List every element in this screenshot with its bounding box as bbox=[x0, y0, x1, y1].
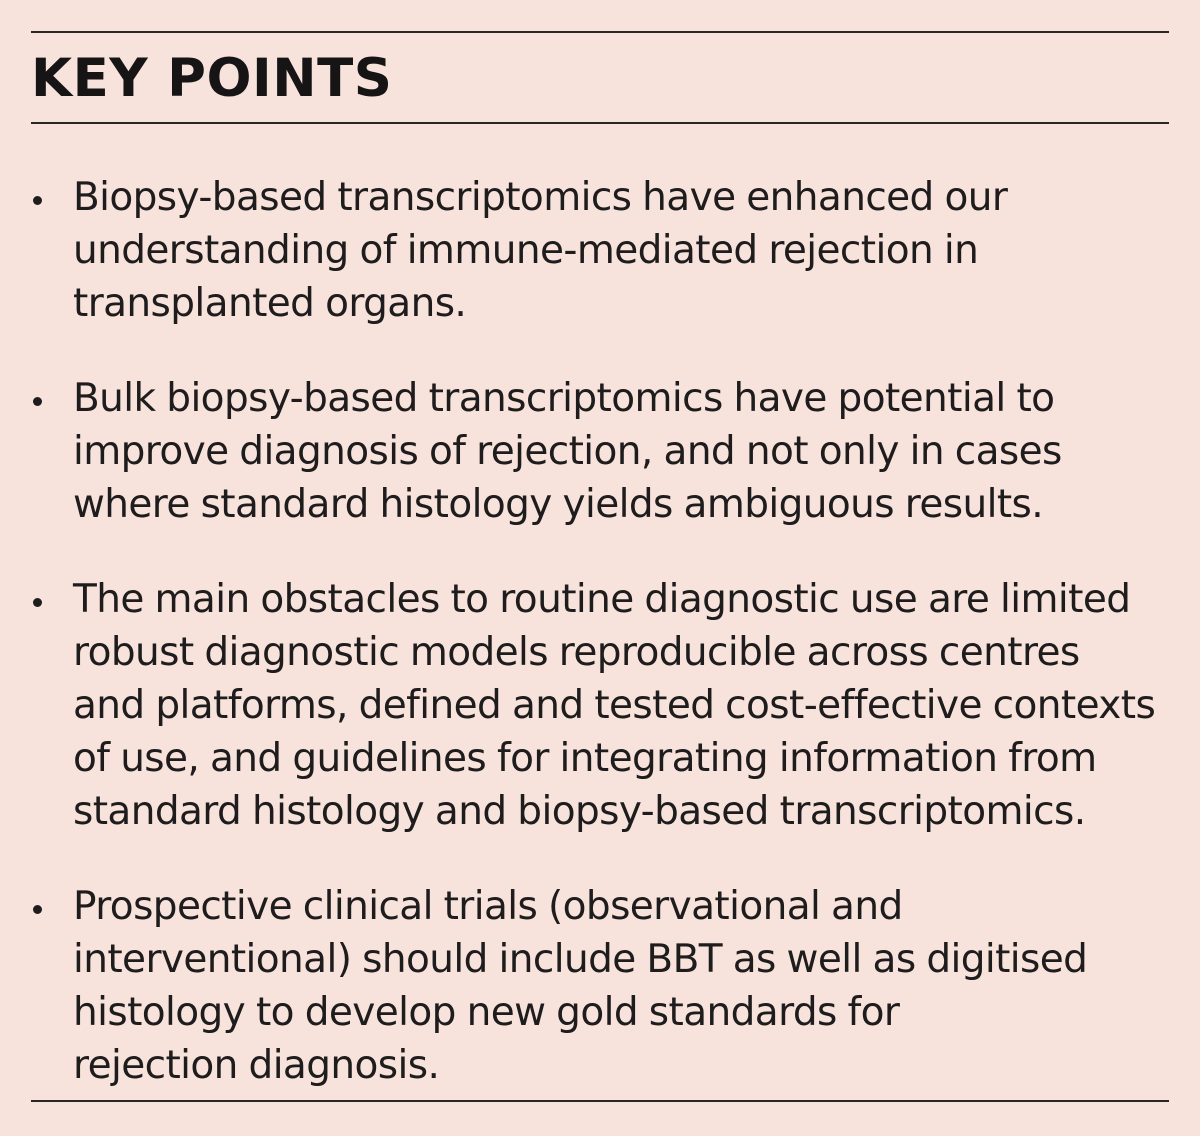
key-point-line: transplanted organs. bbox=[73, 281, 467, 326]
key-point-2 bbox=[31, 372, 1171, 531]
bottom-rule bbox=[31, 1100, 1169, 1102]
key-point-line: Prospective clinical trials (observational and bbox=[73, 884, 903, 929]
key-point-line: The main obstacles to routine diagnostic use are limited bbox=[73, 577, 1131, 622]
key-point-line: interventional) should include BBT as well as digitised bbox=[73, 937, 1088, 982]
heading-rule bbox=[31, 122, 1169, 124]
key-point-4 bbox=[31, 880, 1171, 1092]
bullet-icon bbox=[33, 196, 42, 205]
key-point-1 bbox=[31, 171, 1171, 330]
key-point-line: understanding of immune-mediated rejection in bbox=[73, 228, 979, 273]
bullet-icon bbox=[33, 397, 42, 406]
top-rule bbox=[31, 31, 1169, 33]
key-point-line: rejection diagnosis. bbox=[73, 1043, 440, 1088]
key-point-line: Biopsy-based transcriptomics have enhanced our bbox=[73, 175, 1008, 220]
bullet-icon bbox=[33, 598, 42, 607]
key-point-line: of use, and guidelines for integrating information from bbox=[73, 736, 1097, 781]
bullet-icon bbox=[33, 905, 42, 914]
key-point-line: robust diagnostic models reproducible across centres bbox=[73, 630, 1080, 675]
key-point-line: improve diagnosis of rejection, and not only in cases bbox=[73, 429, 1062, 474]
key-point-line: standard histology and biopsy-based transcriptomics. bbox=[73, 789, 1086, 834]
key-point-3 bbox=[31, 573, 1171, 838]
key-point-line: Bulk biopsy-based transcriptomics have potential to bbox=[73, 376, 1055, 421]
key-point-line: and platforms, defined and tested cost-effective contexts bbox=[73, 683, 1156, 728]
key-point-line: where standard histology yields ambiguous results. bbox=[73, 482, 1044, 527]
key-points-heading: KEY POINTS bbox=[31, 48, 393, 109]
key-points-list bbox=[31, 171, 1171, 1134]
key-point-line: histology to develop new gold standards for bbox=[73, 990, 900, 1035]
